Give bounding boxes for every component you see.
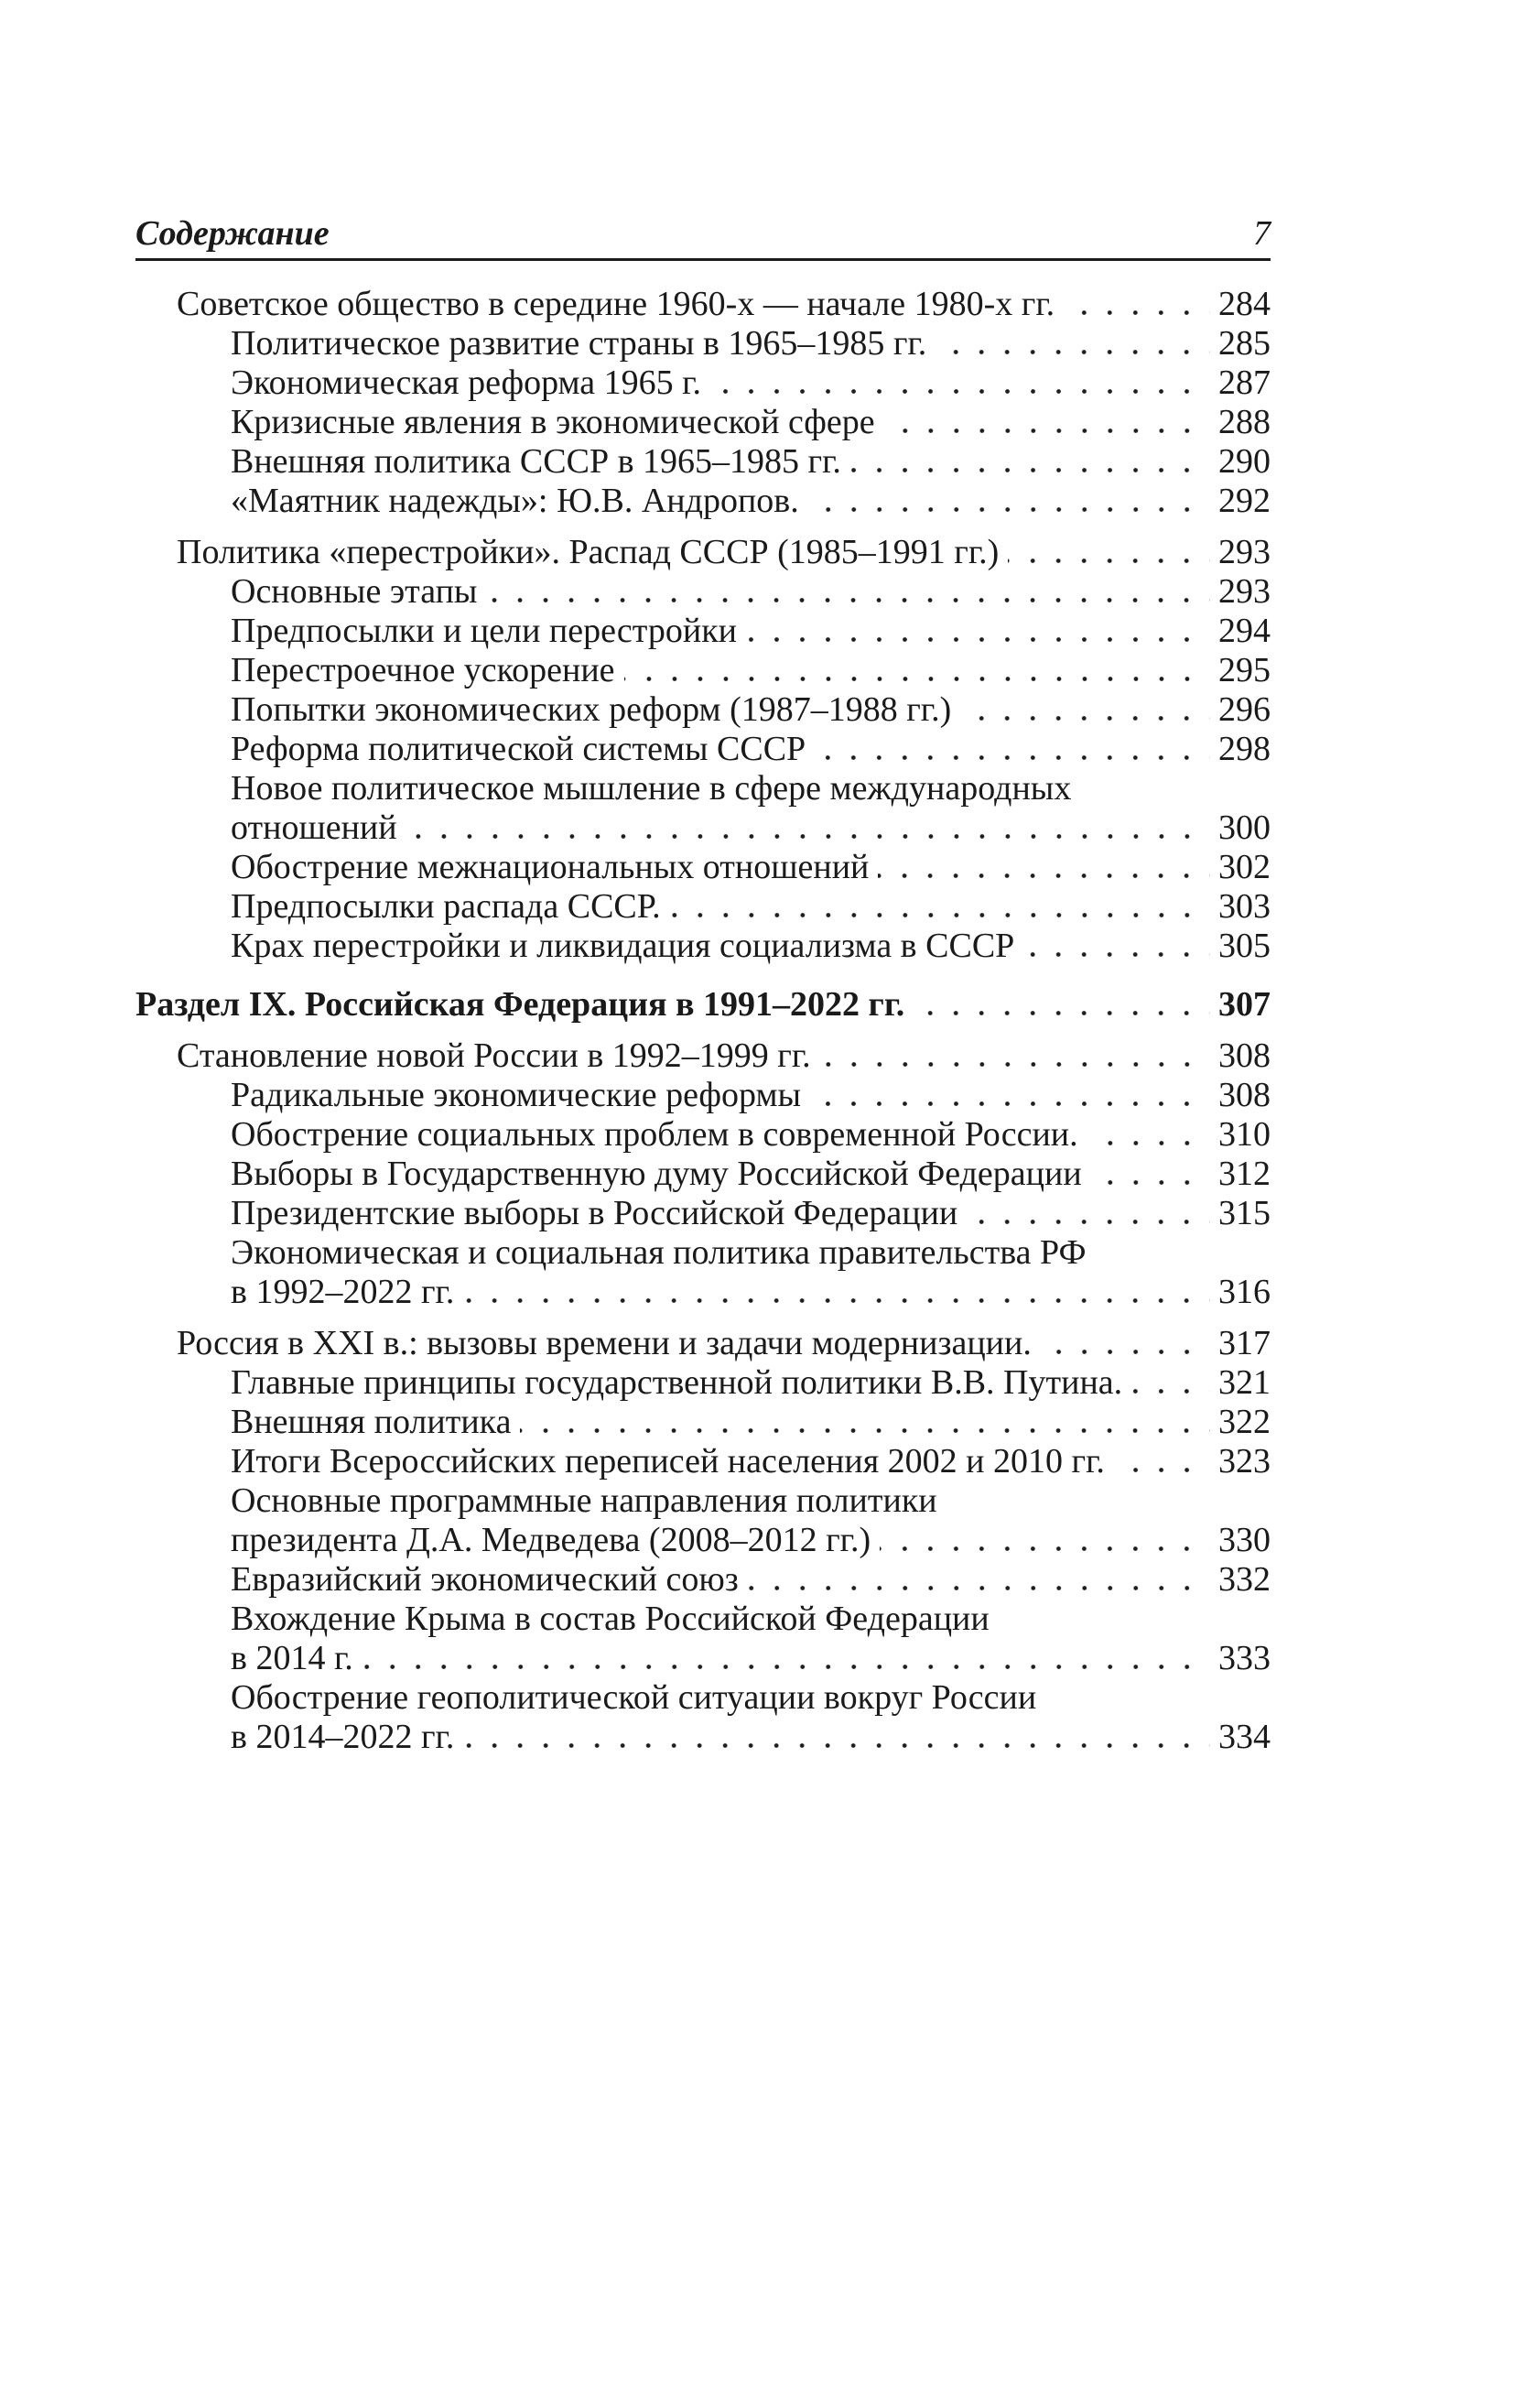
dot-leader — [799, 482, 1216, 521]
toc-entry-text: Крах перестройки и ликвидация социализма в СССР — [231, 927, 1015, 965]
toc-line — [135, 533, 1271, 572]
toc-page-number: 284 — [1218, 285, 1271, 323]
toc-entry-text: Попытки экономических реформ (1987–1988 гг.) — [231, 690, 952, 729]
toc-line — [135, 482, 1271, 521]
toc-line — [135, 1273, 1271, 1312]
toc-page-number: 312 — [1218, 1155, 1271, 1193]
toc-line — [135, 1521, 1271, 1560]
toc-entry — [135, 1442, 1271, 1481]
toc-entry — [135, 887, 1271, 927]
toc-entry — [135, 324, 1271, 363]
toc-entry — [135, 612, 1271, 651]
toc-entry — [135, 1036, 1271, 1076]
toc-entry-text: Новое политическое мышление в сфере международных — [231, 769, 1072, 808]
toc-entry-text: президента Д.А. Медведева (2008–2012 гг.) — [231, 1521, 871, 1559]
toc-entry-text: Главные принципы государственной политики В.В. Путина. — [231, 1363, 1123, 1402]
toc-entry-text: Внешняя политика — [231, 1403, 512, 1441]
toc-entry-text: Предпосылки распада СССР. — [231, 887, 661, 926]
toc-entry-text: Президентские выборы в Российской Федерации — [231, 1194, 958, 1232]
toc-page-number: 307 — [1218, 985, 1271, 1024]
toc-entry-text: «Маятник надежды»: Ю.В. Андропов. — [231, 482, 799, 520]
toc-entry-text: Становление новой России в 1992–1999 гг. — [177, 1036, 811, 1075]
toc-entry-text: Основные этапы — [231, 572, 478, 611]
toc-entry — [135, 363, 1271, 403]
toc-page-number: 315 — [1218, 1194, 1271, 1232]
toc-entry — [135, 1363, 1271, 1403]
toc-entry — [135, 1324, 1271, 1363]
content-column — [135, 0, 1271, 1757]
toc-page-number: 288 — [1218, 403, 1271, 441]
dot-leader — [869, 848, 1216, 887]
toc-page-number: 300 — [1218, 808, 1271, 847]
toc-page-number: 303 — [1218, 887, 1271, 926]
toc-page-number: 330 — [1218, 1521, 1271, 1559]
dot-leader — [1078, 1115, 1216, 1155]
toc-entry-text: в 1992–2022 гг. — [231, 1273, 455, 1311]
toc-line — [135, 285, 1271, 324]
toc-page-number: 334 — [1218, 1718, 1271, 1756]
toc-line — [135, 848, 1271, 887]
toc-entry — [135, 1678, 1271, 1757]
dot-leader — [951, 690, 1216, 730]
dot-leader — [1122, 1363, 1216, 1403]
toc-page-number: 308 — [1218, 1076, 1271, 1114]
toc-entry — [135, 482, 1271, 521]
toc-list — [135, 285, 1271, 1757]
toc-entry — [135, 1155, 1271, 1194]
toc-entry-text: Радикальные экономические реформы — [231, 1076, 802, 1114]
toc-line — [135, 1155, 1271, 1194]
toc-line — [135, 1194, 1271, 1233]
dot-leader — [1055, 285, 1216, 324]
toc-entry-text: Обострение социальных проблем в современной России. — [231, 1115, 1078, 1154]
toc-entry — [135, 985, 1271, 1025]
toc-line — [135, 612, 1271, 651]
dot-leader — [353, 1639, 1216, 1678]
dot-leader — [511, 1403, 1216, 1442]
toc-line — [135, 887, 1271, 927]
toc-entry-text: Обострение межнациональных отношений — [231, 848, 870, 886]
toc-entry — [135, 651, 1271, 690]
toc-entry-text: Политика «перестройки». Распад СССР (1985–1991 гг.) — [177, 533, 1000, 571]
toc-page-number: 321 — [1218, 1363, 1271, 1402]
toc-entry — [135, 690, 1271, 730]
toc-line — [135, 1560, 1271, 1600]
dot-leader — [904, 985, 1216, 1025]
toc-entry — [135, 769, 1271, 848]
toc-entry-text: Внешняя политика СССР в 1965–1985 гг. — [231, 442, 841, 481]
toc-line — [135, 403, 1271, 442]
dot-leader — [811, 1036, 1216, 1076]
toc-line — [135, 1481, 1271, 1521]
toc-line — [135, 1363, 1271, 1403]
dot-leader — [739, 1560, 1216, 1600]
toc-page-number: 293 — [1218, 572, 1271, 611]
toc-entry — [135, 403, 1271, 442]
toc-line — [135, 572, 1271, 612]
toc-line — [135, 1233, 1271, 1273]
toc-entry — [135, 1403, 1271, 1442]
dot-leader — [801, 1076, 1216, 1115]
toc-line — [135, 1718, 1271, 1757]
toc-entry-text: Реформа политической системы СССР — [231, 730, 806, 768]
toc-entry-text: Итоги Всероссийских переписей населения 2002 и 2010 гг. — [231, 1442, 1105, 1481]
toc-entry — [135, 1115, 1271, 1155]
toc-page-number: 302 — [1218, 848, 1271, 886]
toc-entry — [135, 442, 1271, 482]
toc-page-number: 298 — [1218, 730, 1271, 768]
toc-entry — [135, 533, 1271, 572]
toc-entry-text: Кризисные явления в экономической сфере — [231, 403, 875, 441]
header-rule — [135, 258, 1271, 261]
dot-leader — [737, 612, 1216, 651]
toc-line — [135, 985, 1271, 1025]
toc-line — [135, 1639, 1271, 1678]
dot-leader — [1105, 1442, 1216, 1481]
toc-entry-text: Политическое развитие страны в 1965–1985 гг. — [231, 324, 927, 363]
toc-entry — [135, 848, 1271, 887]
toc-entry-text: Советское общество в середине 1960-х — начале 1980-х гг. — [177, 285, 1055, 323]
toc-line — [135, 1324, 1271, 1363]
toc-page-number: 317 — [1218, 1324, 1271, 1362]
dot-leader — [871, 1521, 1216, 1560]
toc-entry-text: Перестроечное ускорение — [231, 651, 615, 689]
toc-entry-text: Экономическая реформа 1965 г. — [231, 363, 701, 402]
toc-line — [135, 1442, 1271, 1481]
toc-page-number: 310 — [1218, 1115, 1271, 1154]
toc-page-number: 332 — [1218, 1560, 1271, 1599]
toc-entry-text: Вхождение Крыма в состав Российской Федерации — [231, 1600, 990, 1638]
toc-entry-text: Предпосылки и цели перестройки — [231, 612, 738, 650]
dot-leader — [806, 730, 1216, 769]
toc-page-number: 296 — [1218, 690, 1271, 729]
dot-leader — [875, 403, 1216, 442]
toc-page-number: 292 — [1218, 482, 1271, 520]
toc-entry — [135, 1076, 1271, 1115]
toc-entry — [135, 1194, 1271, 1233]
toc-entry — [135, 1560, 1271, 1600]
toc-line — [135, 1678, 1271, 1718]
header-page-number: 7 — [1253, 214, 1271, 253]
toc-line — [135, 1076, 1271, 1115]
toc-entry-text: Основные программные направления политики — [231, 1481, 937, 1520]
toc-entry-text: в 2014–2022 гг. — [231, 1718, 455, 1756]
toc-line — [135, 1600, 1271, 1639]
dot-leader — [701, 363, 1216, 403]
toc-line — [135, 690, 1271, 730]
toc-line — [135, 808, 1271, 848]
dot-leader — [397, 808, 1216, 848]
page-header-title: Содержание — [135, 214, 330, 253]
toc-entry-text: Евразийский экономический союз — [231, 1560, 739, 1599]
toc-page-number: 294 — [1218, 612, 1271, 650]
toc-entry-text: в 2014 г. — [231, 1639, 353, 1677]
toc-entry-text: Россия в XXI в.: вызовы времени и задачи модернизации. — [177, 1324, 1032, 1362]
toc-line — [135, 442, 1271, 482]
toc-page-number: 333 — [1218, 1639, 1271, 1677]
toc-entry-text: отношений — [231, 808, 397, 847]
dot-leader — [661, 887, 1216, 927]
toc-page-number: 285 — [1218, 324, 1271, 363]
toc-line — [135, 363, 1271, 403]
dot-leader — [1014, 927, 1216, 966]
toc-page-number: 322 — [1218, 1403, 1271, 1441]
toc-line — [135, 1036, 1271, 1076]
toc-page-number: 323 — [1218, 1442, 1271, 1481]
toc-entry — [135, 1233, 1271, 1312]
toc-entry-text: Обострение геополитической ситуации вокруг России — [231, 1678, 1037, 1717]
dot-leader — [454, 1718, 1216, 1757]
toc-page-number: 316 — [1218, 1273, 1271, 1311]
toc-entry — [135, 1600, 1271, 1678]
toc-line — [135, 769, 1271, 808]
toc-page-number: 293 — [1218, 533, 1271, 571]
toc-entry-text: Выборы в Государственную думу Российской Федерации — [231, 1155, 1082, 1193]
dot-leader — [1082, 1155, 1216, 1194]
toc-entry-text: Экономическая и социальная политика правительства РФ — [231, 1233, 1087, 1272]
toc-line — [135, 730, 1271, 769]
dot-leader — [841, 442, 1216, 482]
toc-page-number: 287 — [1218, 363, 1271, 402]
toc-entry-text: Раздел IX. Российская Федерация в 1991–2022 гг. — [135, 985, 905, 1024]
toc-entry — [135, 730, 1271, 769]
dot-leader — [1032, 1324, 1216, 1363]
toc-line — [135, 324, 1271, 363]
dot-leader — [957, 1194, 1216, 1233]
toc-page-number: 308 — [1218, 1036, 1271, 1075]
dot-leader — [454, 1273, 1216, 1312]
toc-line — [135, 651, 1271, 690]
dot-leader — [477, 572, 1216, 612]
toc-line — [135, 927, 1271, 966]
running-head — [135, 213, 1271, 255]
toc-line — [135, 1115, 1271, 1155]
toc-page-number: 295 — [1218, 651, 1271, 689]
toc-entry — [135, 285, 1271, 324]
dot-leader — [926, 324, 1216, 363]
toc-entry — [135, 1481, 1271, 1560]
toc-entry — [135, 927, 1271, 966]
toc-line — [135, 1403, 1271, 1442]
dot-leader — [999, 533, 1216, 572]
toc-page-number: 305 — [1218, 927, 1271, 965]
dot-leader — [615, 651, 1216, 690]
toc-entry — [135, 572, 1271, 612]
toc-page-number: 290 — [1218, 442, 1271, 481]
